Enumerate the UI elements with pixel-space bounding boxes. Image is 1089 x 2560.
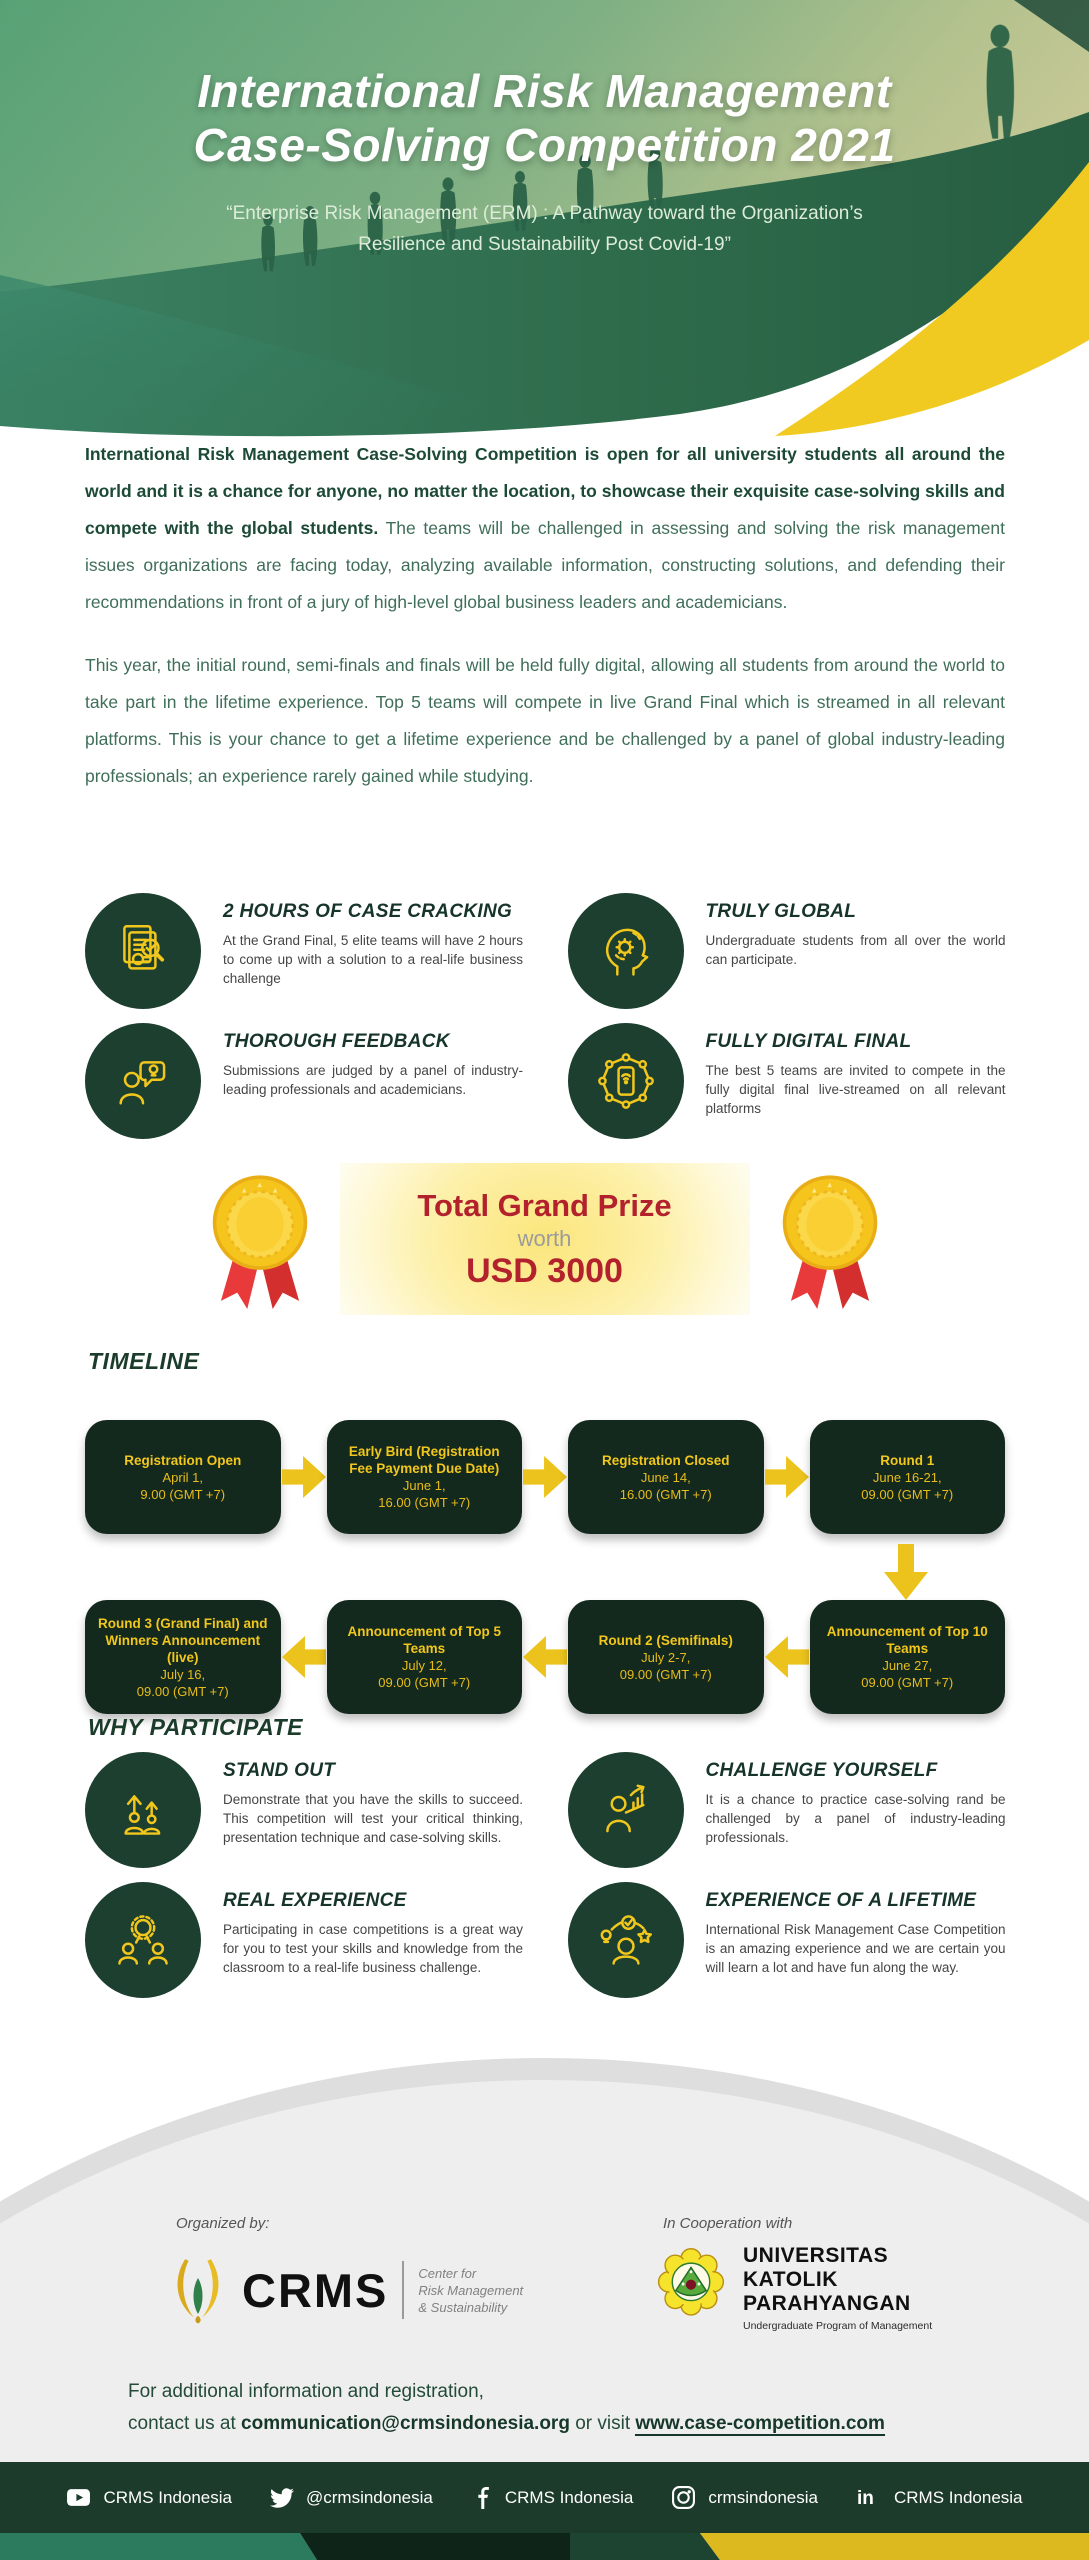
timeline-box-date: July 16,	[160, 1666, 206, 1682]
intro-paragraph-1	[85, 436, 1005, 621]
crms-tagline-line3: & Sustainability	[418, 2299, 508, 2315]
feature-fully-digital	[568, 1023, 1011, 1139]
timeline-box-title: Announcement of Top 10 Teams	[826, 1624, 988, 1656]
why-title: EXPERIENCE OF A LIFETIME	[705, 1890, 977, 1911]
timeline-box-title: Round 2 (Semifinals)	[598, 1632, 733, 1648]
unpar-wordmark	[743, 2244, 932, 2316]
medal-icon	[210, 1164, 310, 1314]
prize-banner	[340, 1163, 750, 1315]
crms-tagline-line1: Center for	[418, 2265, 477, 2281]
feature-title: TRULY GLOBAL	[705, 901, 857, 922]
poster-subtitle-line2: Resilience and Sustainability Post Covid-19”	[358, 234, 731, 255]
feature-description: The best 5 teams are invited to compete in the fully digital final live-streamed on all relevant platforms	[705, 1063, 1006, 1116]
why-description: It is a chance to practice case-solving rand be challenged by a panel of industry-leading professionals.	[705, 1792, 1006, 1845]
timeline-box-date: June 14,	[640, 1469, 691, 1485]
social-label: CRMS Indonesia	[504, 2487, 634, 2507]
facebook-icon	[471, 2486, 493, 2510]
timeline-box-date: June 27,	[882, 1658, 933, 1673]
timeline-box-round-2	[568, 1600, 764, 1714]
unpar-subtitle: Undergraduate Program of Management	[743, 2320, 933, 2332]
timeline-box-registration-open	[85, 1420, 281, 1534]
experience-lifetime-icon	[568, 1882, 684, 1998]
why-stand-out	[85, 1752, 528, 1868]
instagram-icon	[671, 2485, 696, 2510]
timeline-box-date: June 16-21,	[872, 1469, 942, 1485]
hero-banner	[0, 0, 1089, 445]
why-title: STAND OUT	[223, 1760, 336, 1781]
why-experience-lifetime	[568, 1882, 1011, 1998]
contact-prefix: contact us at	[128, 2413, 242, 2434]
contact-url-link[interactable]: www.case-competition.com	[635, 2413, 885, 2434]
intro-paragraph-2: This year, the initial round, semi-finals and finals will be held fully digital, allowing all students from around the world to take part in the lifetime experience. Top 5 teams will compete in live Grand Final which is streamed in all relevant platforms. This is your chance to get a lifetime experience and be challenged by a panel of global industry-leading professionals; an experience rarely gained while studying.	[85, 655, 1005, 786]
timeline-box-title: Round 1	[880, 1452, 935, 1468]
social-label: CRMS Indonesia	[894, 2487, 1023, 2507]
head-gear-icon	[568, 893, 684, 1009]
timeline-box-time: 09.00 (GMT +7)	[861, 1675, 954, 1690]
feature-title: FULLY DIGITAL FINAL	[705, 1031, 912, 1052]
poster-subtitle	[0, 198, 1089, 260]
poster-title-line2: Case-Solving Competition 2021	[193, 119, 896, 171]
contact-or: or visit	[569, 2413, 636, 2434]
timeline-box-title: Registration Closed	[601, 1452, 730, 1468]
timeline-box-title: Early Bird (Registration Fee Payment Due Date)	[348, 1444, 500, 1476]
social-label: crmsindonesia	[708, 2487, 818, 2507]
intro-section	[85, 436, 1005, 795]
stand-out-icon	[85, 1752, 201, 1868]
hero-text-block	[0, 64, 1089, 260]
feature-thorough-feedback	[85, 1023, 528, 1139]
why-description: Participating in case competitions is a great way for you to test your skills and knowledge from the classroom to a real-life business challenge.	[223, 1922, 523, 1975]
social-facebook[interactable]	[471, 2486, 634, 2510]
why-title: REAL EXPERIENCE	[223, 1890, 407, 1911]
organized-by-label: Organized by:	[176, 2215, 270, 2232]
arrow-left-icon	[281, 1635, 327, 1679]
timeline-heading: TIMELINE	[88, 1348, 200, 1374]
crms-wordmark: CRMS	[242, 2263, 389, 2317]
why-participate-grid	[85, 1752, 1010, 1998]
arrow-down-icon	[884, 1544, 928, 1605]
timeline-box-title: Round 3 (Grand Final) and Winners Announcement (live)	[98, 1615, 268, 1665]
feature-case-cracking	[85, 893, 528, 1009]
challenge-yourself-icon	[568, 1752, 684, 1868]
youtube-icon	[66, 2485, 91, 2510]
crms-logo	[168, 2254, 523, 2326]
why-real-experience	[85, 1882, 528, 1998]
timeline-box-date: July 12,	[401, 1658, 447, 1673]
social-twitter[interactable]	[270, 2486, 433, 2510]
bottom-color-strip	[0, 2533, 1089, 2560]
prize-section	[0, 1163, 1089, 1315]
why-description: Demonstrate that you have the skills to succeed. This competition will test your critical thinking, presentation technique and case-solving skills.	[223, 1792, 523, 1845]
timeline-box-time: 09.00 (GMT +7)	[619, 1666, 712, 1682]
twitter-icon	[270, 2486, 294, 2510]
social-linkedin[interactable]	[856, 2486, 1023, 2510]
timeline-box-time: 09.00 (GMT +7)	[136, 1683, 229, 1699]
timeline-box-round-1	[810, 1420, 1006, 1534]
social-instagram[interactable]	[671, 2485, 818, 2510]
timeline-box-date: June 1,	[402, 1478, 446, 1493]
unpar-line1: UNIVERSITAS	[743, 2244, 889, 2267]
timeline-box-date: July 2-7,	[641, 1649, 691, 1665]
why-description: International Risk Management Case Competition is an amazing experience and we are certain you will learn a lot and have fun along the way.	[705, 1922, 1006, 1975]
social-bar	[0, 2462, 1089, 2533]
contact-email-link[interactable]: communication@crmsindonesia.org	[241, 2413, 570, 2434]
feature-title: THOROUGH FEEDBACK	[223, 1031, 450, 1052]
timeline-box-top-10	[810, 1600, 1006, 1714]
unpar-logo	[655, 2244, 932, 2332]
arrow-right-icon	[764, 1455, 810, 1499]
linkedin-icon	[856, 2486, 882, 2510]
timeline-box-time: 16.00 (GMT +7)	[619, 1486, 712, 1502]
timeline-box-time: 16.00 (GMT +7)	[378, 1495, 471, 1510]
why-title: CHALLENGE YOURSELF	[705, 1760, 938, 1781]
unpar-badge-icon	[655, 2244, 727, 2324]
intro-paragraph-1-rest: The teams will be challenged in assessing and solving the risk management issues organizations are facing today, analyzing available information, constructing solutions, and defending their recommendations in front of a jury of high-level global business leaders and academicians.	[85, 518, 1006, 612]
timeline-box-top-5	[327, 1600, 523, 1714]
person-feedback-bubble-icon	[85, 1023, 201, 1139]
timeline-box-title: Announcement of Top 5 Teams	[347, 1624, 501, 1656]
feature-description: Submissions are judged by a panel of industry-leading professionals and academicians.	[223, 1063, 523, 1097]
crms-tagline-line2: Risk Management	[418, 2282, 524, 2298]
prize-amount: USD 3000	[466, 1251, 623, 1290]
contact-block	[128, 2376, 885, 2440]
poster-title	[0, 64, 1089, 172]
medal-icon	[780, 1164, 880, 1314]
timeline-box-time: 09.00 (GMT +7)	[861, 1486, 954, 1502]
contact-line1: For additional information and registration,	[128, 2381, 484, 2402]
digital-network-phone-icon	[568, 1023, 684, 1139]
svg-text:in: in	[857, 2487, 874, 2509]
unpar-line2: KATOLIK	[743, 2268, 838, 2291]
features-grid	[85, 893, 1010, 1139]
timeline-box-registration-closed	[568, 1420, 764, 1534]
timeline-section	[85, 1420, 1005, 1714]
prize-worth: worth	[517, 1225, 572, 1251]
social-label: CRMS Indonesia	[103, 2487, 232, 2507]
timeline-row-1	[85, 1420, 1005, 1534]
contact-line2	[128, 2408, 885, 2440]
poster-subtitle-line1: “Enterprise Risk Management (ERM) : A Pathway toward the Organization’s	[226, 203, 863, 224]
cooperation-label: In Cooperation with	[663, 2215, 793, 2232]
arrow-right-icon	[281, 1455, 327, 1499]
crms-tagline	[418, 2265, 523, 2316]
timeline-box-title: Registration Open	[124, 1452, 242, 1468]
timeline-box-round-3-final	[85, 1600, 281, 1714]
why-challenge-yourself	[568, 1752, 1011, 1868]
feature-title: 2 HOURS OF CASE CRACKING	[223, 901, 513, 922]
social-youtube[interactable]	[66, 2485, 232, 2510]
feature-description: Undergraduate students from all over the world can participate.	[705, 933, 1006, 967]
arrow-right-icon	[522, 1455, 568, 1499]
crms-plant-icon	[168, 2254, 228, 2326]
timeline-box-time: 9.00 (GMT +7)	[140, 1486, 226, 1502]
real-experience-icon	[85, 1882, 201, 1998]
crms-divider	[402, 2261, 404, 2319]
timeline-box-early-bird	[327, 1420, 523, 1534]
intro-paragraph-1-bold: International Risk Management Case-Solving Competition is open for all university students all around the world and it is a chance for anyone, no matter the location, to showcase their exquisite case-solving skills and compete with the global students.	[85, 444, 1005, 538]
timeline-box-time: 09.00 (GMT +7)	[378, 1675, 471, 1690]
prize-title: Total Grand Prize	[417, 1187, 672, 1223]
case-document-magnifier-icon	[85, 893, 201, 1009]
feature-description: At the Grand Final, 5 elite teams will have 2 hours to come up with a solution to a real-life business challenge	[223, 933, 523, 986]
social-label: @crmsindonesia	[306, 2487, 433, 2507]
arrow-left-icon	[764, 1635, 810, 1679]
unpar-line3: PARAHYANGAN	[743, 2292, 911, 2315]
arrow-left-icon	[522, 1635, 568, 1679]
timeline-box-date: April 1,	[162, 1469, 203, 1485]
poster-title-line1: International Risk Management	[197, 65, 892, 117]
why-participate-heading: WHY PARTICIPATE	[88, 1714, 303, 1740]
feature-truly-global	[568, 893, 1011, 1009]
timeline-row-2	[85, 1600, 1005, 1714]
